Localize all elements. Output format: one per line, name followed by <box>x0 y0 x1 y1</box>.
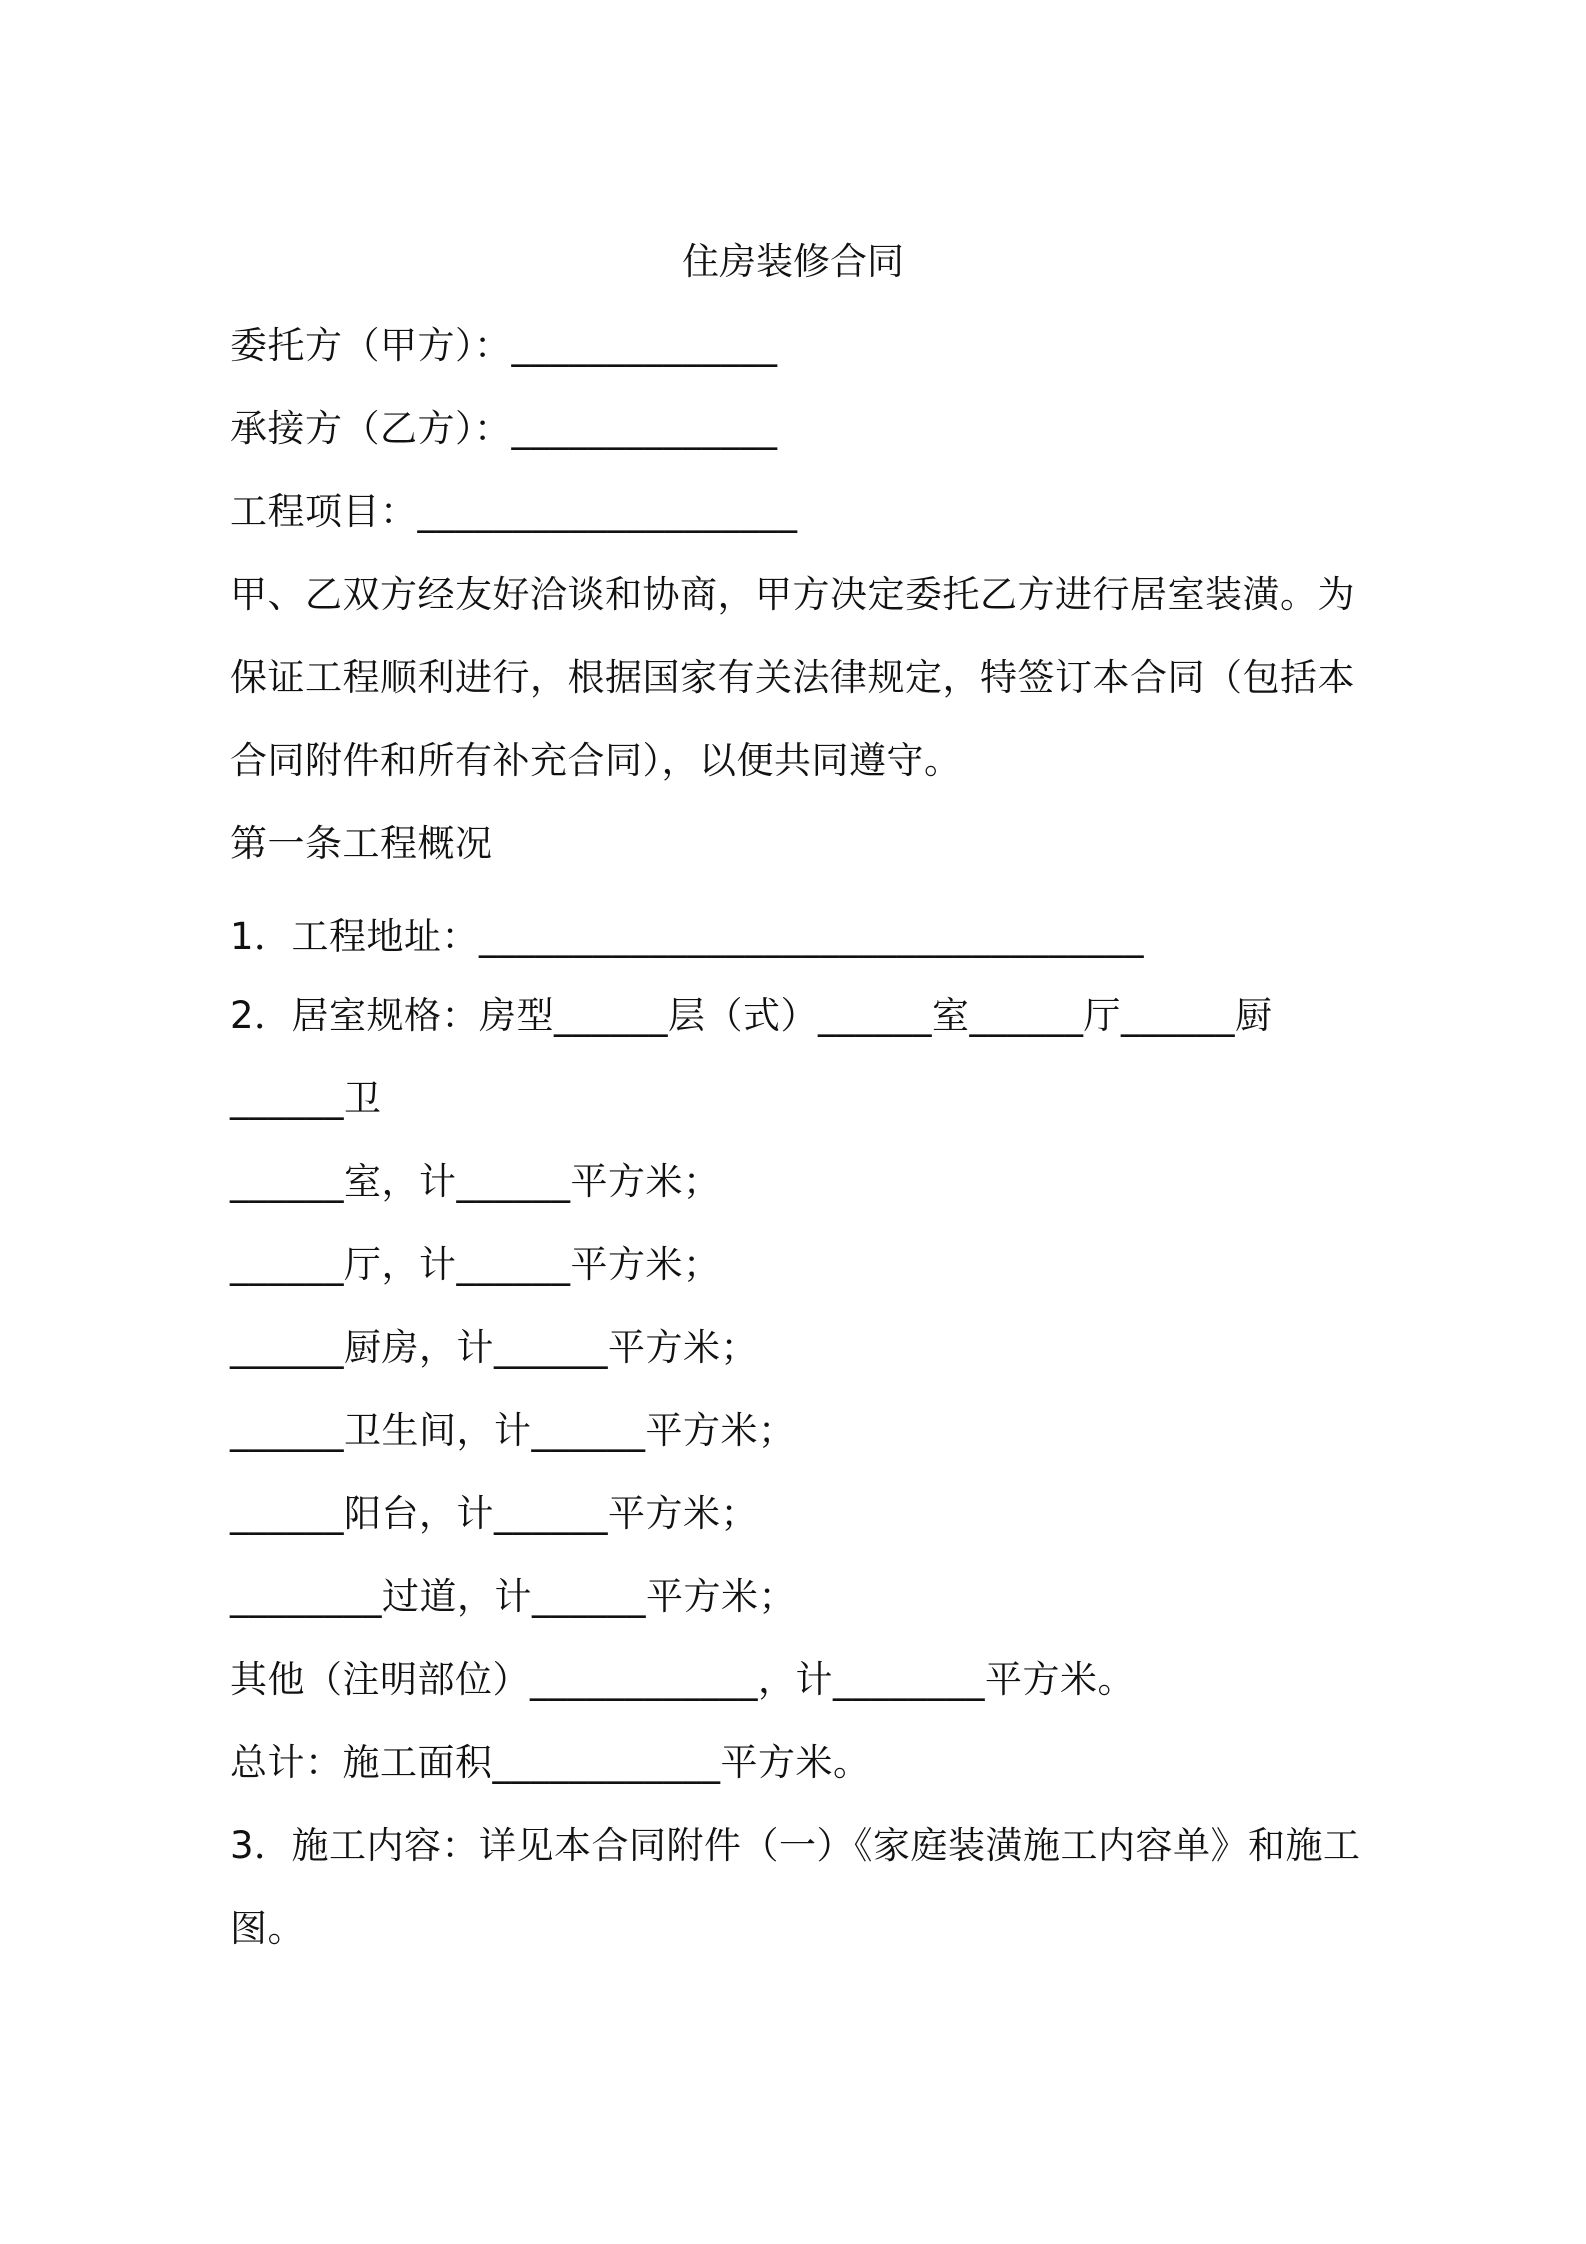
intro-paragraph-line-2: 保证工程顺利进行，根据国家有关法律规定，特签订本合同（包括本 <box>230 656 1355 699</box>
construction-content-line-cont: 图。 <box>230 1907 305 1950</box>
balcony-area-line: ______阳台，计______平方米； <box>230 1492 758 1535</box>
intro-paragraph-line-3: 合同附件和所有补充合同），以便共同遵守。 <box>230 739 962 782</box>
hall-area-line: ______厅，计______平方米； <box>230 1243 721 1286</box>
project-address-line: 1．工程地址：___________________________________ <box>230 915 1145 958</box>
corridor-area-line: ________过道，计______平方米； <box>230 1575 796 1618</box>
room-spec-line: 2．居室规格：房型______层（式）______室______厅______厨 <box>230 994 1273 1037</box>
document-title: 住房装修合同 <box>682 240 904 283</box>
party-b-line: 承接方（乙方）：______________ <box>230 407 778 450</box>
construction-content-line: 3．施工内容：详见本合同附件（一）《家庭装潢施工内容单》和施工 <box>230 1824 1361 1867</box>
bathroom-area-line: ______卫生间，计______平方米； <box>230 1409 796 1452</box>
total-area-line: 总计：施工面积____________平方米。 <box>230 1741 871 1784</box>
kitchen-area-line: ______厨房，计______平方米； <box>230 1326 758 1369</box>
room-spec-line-cont: ______卫 <box>230 1077 382 1120</box>
project-line: 工程项目：____________________ <box>230 490 798 533</box>
party-a-line: 委托方（甲方）：______________ <box>230 324 778 367</box>
article-1-heading: 第一条工程概况 <box>230 822 493 865</box>
intro-paragraph-line-1: 甲、乙双方经友好洽谈和协商，甲方决定委托乙方进行居室装潢。为 <box>230 573 1355 616</box>
room-area-line: ______室，计______平方米； <box>230 1160 721 1203</box>
other-area-line: 其他（注明部位）____________，计________平方米。 <box>230 1658 1135 1701</box>
